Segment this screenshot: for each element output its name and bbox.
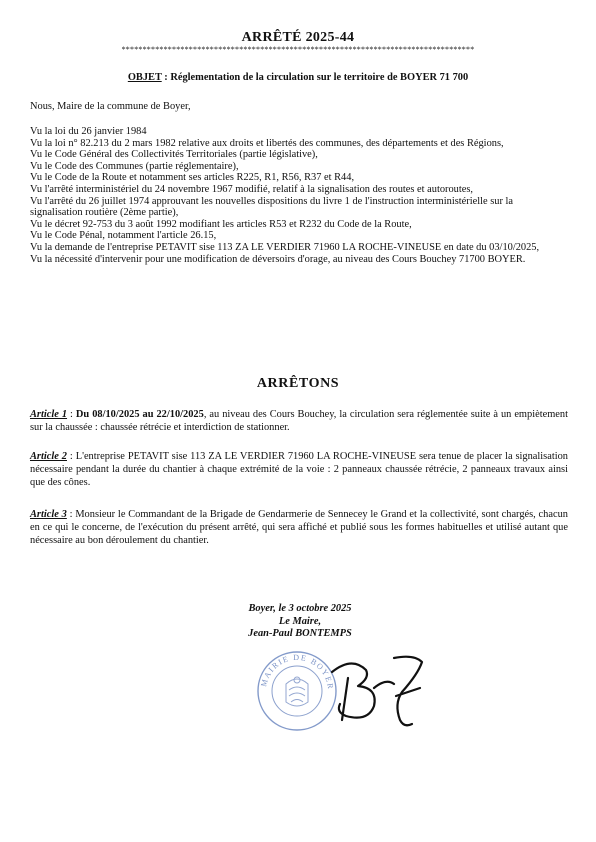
article-colon: :	[66, 451, 76, 462]
vu-item: Vu la loi du 26 janvier 1984	[30, 126, 147, 137]
vu-item: Vu le Code Pénal, notamment l'article 26.15,	[30, 230, 217, 242]
place-date: Boyer, le 3 octobre 2025	[248, 603, 352, 614]
article-text: L'entreprise PETAVIT sise 113 ZA LE VERDIER 71960 LA ROCHE-VINEUSE sera tenue de placer la signalisation nécessaire pendant la durée du chantier à chaque extrémité de la voie : 2 panneaux chaussée rétrécie, 2 panneaux travaux ainsi que des cônes.	[30, 451, 569, 488]
objet-text: : Réglementation de la circulation sur le territoire de BOYER 71 700	[161, 72, 469, 83]
vu-item: Vu la demande de l'entreprise PETAVIT sise 113 ZA LE VERDIER 71960 LA ROCHE-VINEUSE en date du 03/10/2025,	[30, 241, 540, 253]
article-label: Article 2	[30, 451, 67, 462]
article-dates: Du 08/10/2025 au 22/10/2025	[75, 409, 204, 420]
document-title: ARRÊTÉ 2025-44	[241, 30, 355, 45]
article-1	[30, 409, 568, 435]
arretons-heading: ARRÊTONS	[256, 376, 340, 391]
article-2	[30, 451, 568, 489]
article-label: Article 1	[30, 409, 68, 420]
vu-item: Vu le Code des Communes (partie réglementaire),	[30, 160, 239, 172]
vu-item: Vu le Code de la Route et notamment ses articles R225, R1, R56, R37 et R44,	[30, 172, 355, 184]
article-colon: :	[66, 509, 76, 520]
article-colon: :	[67, 409, 76, 420]
vu-item: Vu l'arrêté du 26 juillet 1974 approuvant les nouvelles dispositions du livre 1 de l'instruction interministérielle sur la signalisation routière (2ème partie),	[30, 195, 514, 219]
title-separator: ************************************************************************************	[121, 45, 475, 54]
signatory-role: Le Maire,	[278, 615, 322, 627]
signatory-name: Jean-Paul BONTEMPS	[248, 628, 352, 640]
vu-list	[30, 126, 568, 265]
vu-item: Vu le Code Général des Collectivités Territoriales (partie législative),	[30, 149, 318, 161]
stamp-text: MAIRIE DE BOYER	[259, 652, 336, 691]
handwritten-signature	[322, 648, 432, 732]
vu-item: Vu la loi n° 82.213 du 2 mars 1982 relative aux droits et libertés des communes, des départements et des Régions,	[30, 137, 504, 149]
article-label: Article 3	[30, 509, 67, 520]
vu-item: Vu la nécessité d'intervenir pour une modification de déversoirs d'orage, au niveau des Cours Bouchey 71700 BOYER.	[30, 253, 526, 265]
article-text: Monsieur le Commandant de la Brigade de Gendarmerie de Sennecey le Grand et la collectivité, sont chargés, chacun en ce qui le concerne, de l'exécution du présent arrêté, qui sera affiché et publié sous les formes habituelles et utilisé autant que nécessaire au bon déroulement du chantier.	[30, 509, 568, 546]
objet-line	[0, 72, 596, 83]
objet-label: OBJET	[127, 72, 162, 83]
vu-item: Vu le décret 92-753 du 3 août 1992 modifiant les articles R53 et R232 du Code de la Route,	[30, 218, 412, 230]
article-text: , au niveau des Cours Bouchey, la circulation sera réglementée suite à un empiètement sur la chaussée : chaussée rétrécie et interdiction de stationner.	[30, 409, 568, 433]
vu-item: Vu l'arrêté interministériel du 24 novembre 1967 modifié, relatif à la signalisation des routes et autoroutes,	[30, 183, 474, 195]
article-3	[30, 509, 568, 547]
intro-text: Nous, Maire de la commune de Boyer,	[30, 101, 191, 112]
signature-block	[180, 603, 420, 641]
